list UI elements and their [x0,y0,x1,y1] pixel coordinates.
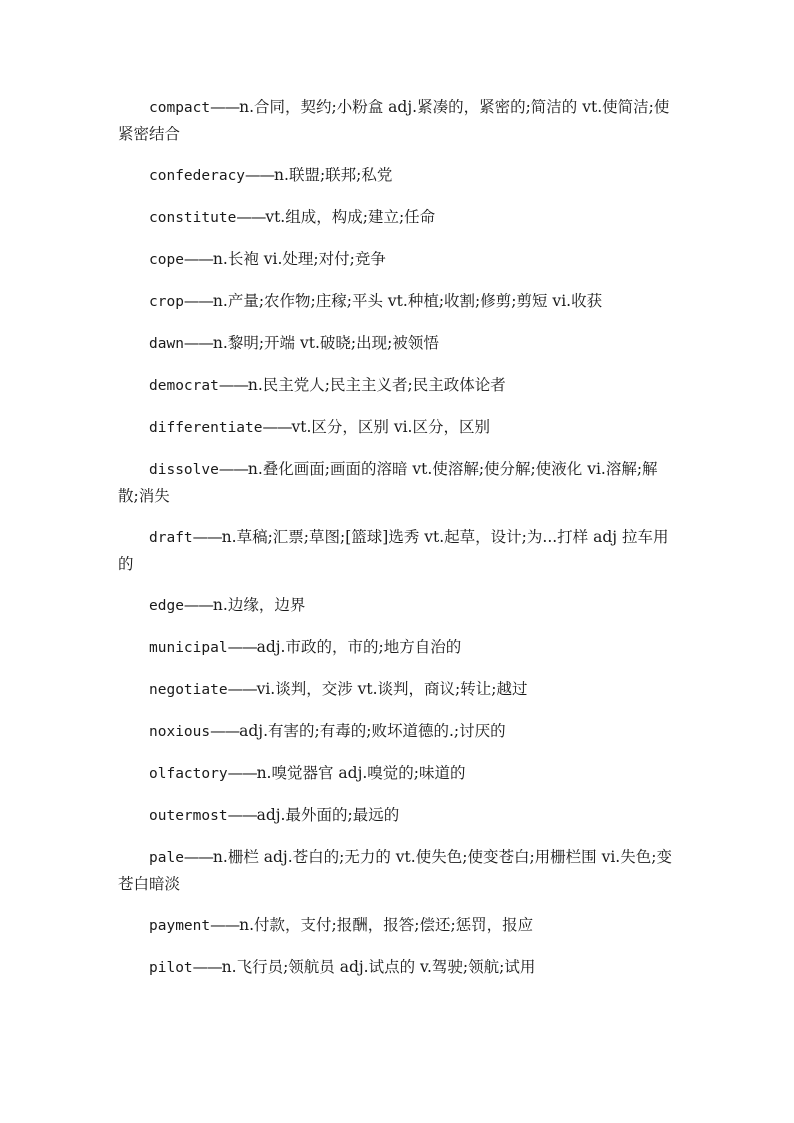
entry-separator: —— [183,848,213,866]
entry-word: confederacy [149,168,246,184]
vocabulary-entry [118,760,678,787]
entry-separator: —— [183,334,213,352]
entry-separator: —— [210,722,240,740]
vocabulary-entry [118,844,678,897]
entry-separator: —— [183,292,213,310]
entry-word: cope [149,252,184,268]
entry-definition: adj.市政的，市的;地方自治的 [256,638,462,656]
entry-separator: —— [236,208,266,226]
vocabulary-entry [118,330,678,357]
entry-separator: —— [227,638,257,656]
entry-word: differentiate [149,420,263,436]
entry-word: noxious [149,724,211,740]
entry-separator: —— [210,98,240,116]
entry-definition: n.叠化画面;画面的溶暗 vt.使溶解;使分解;使液化 vi.溶解;解散;消失 [118,460,658,505]
vocabulary-entry [118,246,678,273]
entry-word: pale [149,850,184,866]
entry-word: municipal [149,640,228,656]
vocabulary-entry [118,912,678,939]
entry-word: payment [149,918,211,934]
vocabulary-entry [118,592,678,619]
vocabulary-entry [118,718,678,745]
vocabulary-entry [118,372,678,399]
entry-word: compact [149,100,211,116]
entry-definition: n.草稿;汇票;草图;[篮球]选秀 vt.起草，设计;为...打样 adj 拉车用的 [118,528,669,573]
entry-word: edge [149,598,184,614]
entry-word: democrat [149,378,219,394]
entry-separator: —— [218,460,248,478]
vocabulary-entry [118,162,678,189]
vocabulary-entry [118,802,678,829]
entry-definition: vt.区分，区别 vi.区分，区别 [291,418,490,436]
entry-separator: —— [262,418,292,436]
entry-separator: —— [227,680,257,698]
entry-separator: —— [227,764,257,782]
entry-definition: n.栅栏 adj.苍白的;无力的 vt.使失色;使变苍白;用栅栏围 vi.失色;变苍白暗淡 [118,848,672,893]
entry-definition: vt.组成，构成;建立;任命 [265,208,436,226]
entry-definition: vi.谈判，交涉 vt.谈判，商议;转让;越过 [256,680,528,698]
entry-word: pilot [149,960,193,976]
entry-definition: n.长袍 vi.处理;对付;竞争 [212,250,386,268]
entry-separator: —— [227,806,257,824]
entry-word: negotiate [149,682,228,698]
entry-separator: —— [183,250,213,268]
entry-word: crop [149,294,184,310]
entry-definition: adj.最外面的;最远的 [256,806,400,824]
entry-definition: n.飞行员;领航员 adj.试点的 v.驾驶;领航;试用 [221,958,536,976]
entry-word: olfactory [149,766,228,782]
entry-definition: n.合同，契约;小粉盒 adj.紧凑的，紧密的;简洁的 vt.使简洁;使紧密结合 [118,98,670,143]
entry-definition: n.产量;农作物;庄稼;平头 vt.种植;收割;修剪;剪短 vi.收获 [212,292,603,310]
entry-word: dissolve [149,462,219,478]
vocabulary-entry [118,94,678,147]
entry-separator: —— [183,596,213,614]
vocabulary-entry [118,634,678,661]
entry-separator: —— [192,528,222,546]
vocabulary-entry [118,288,678,315]
entry-word: dawn [149,336,184,352]
vocabulary-entry [118,954,678,981]
entry-word: outermost [149,808,228,824]
entry-separator: —— [192,958,222,976]
entry-word: draft [149,530,193,546]
entry-definition: n.黎明;开端 vt.破晓;出现;被领悟 [212,334,439,352]
entry-definition: n.联盟;联邦;私党 [274,166,393,184]
entry-definition: n.付款，支付;报酬，报答;偿还;惩罚，报应 [239,916,534,934]
entry-separator: —— [210,916,240,934]
vocabulary-list [118,94,678,996]
entry-separator: —— [218,376,248,394]
vocabulary-entry [118,204,678,231]
vocabulary-entry [118,456,678,509]
entry-separator: —— [245,166,275,184]
vocabulary-entry [118,676,678,703]
entry-definition: n.民主党人;民主主义者;民主政体论者 [247,376,506,394]
entry-definition: adj.有害的;有毒的;败坏道德的.;讨厌的 [239,722,506,740]
vocabulary-entry [118,414,678,441]
entry-word: constitute [149,210,237,226]
entry-definition: n.嗅觉器官 adj.嗅觉的;味道的 [256,764,466,782]
entry-definition: n.边缘，边界 [212,596,306,614]
vocabulary-entry [118,524,678,577]
